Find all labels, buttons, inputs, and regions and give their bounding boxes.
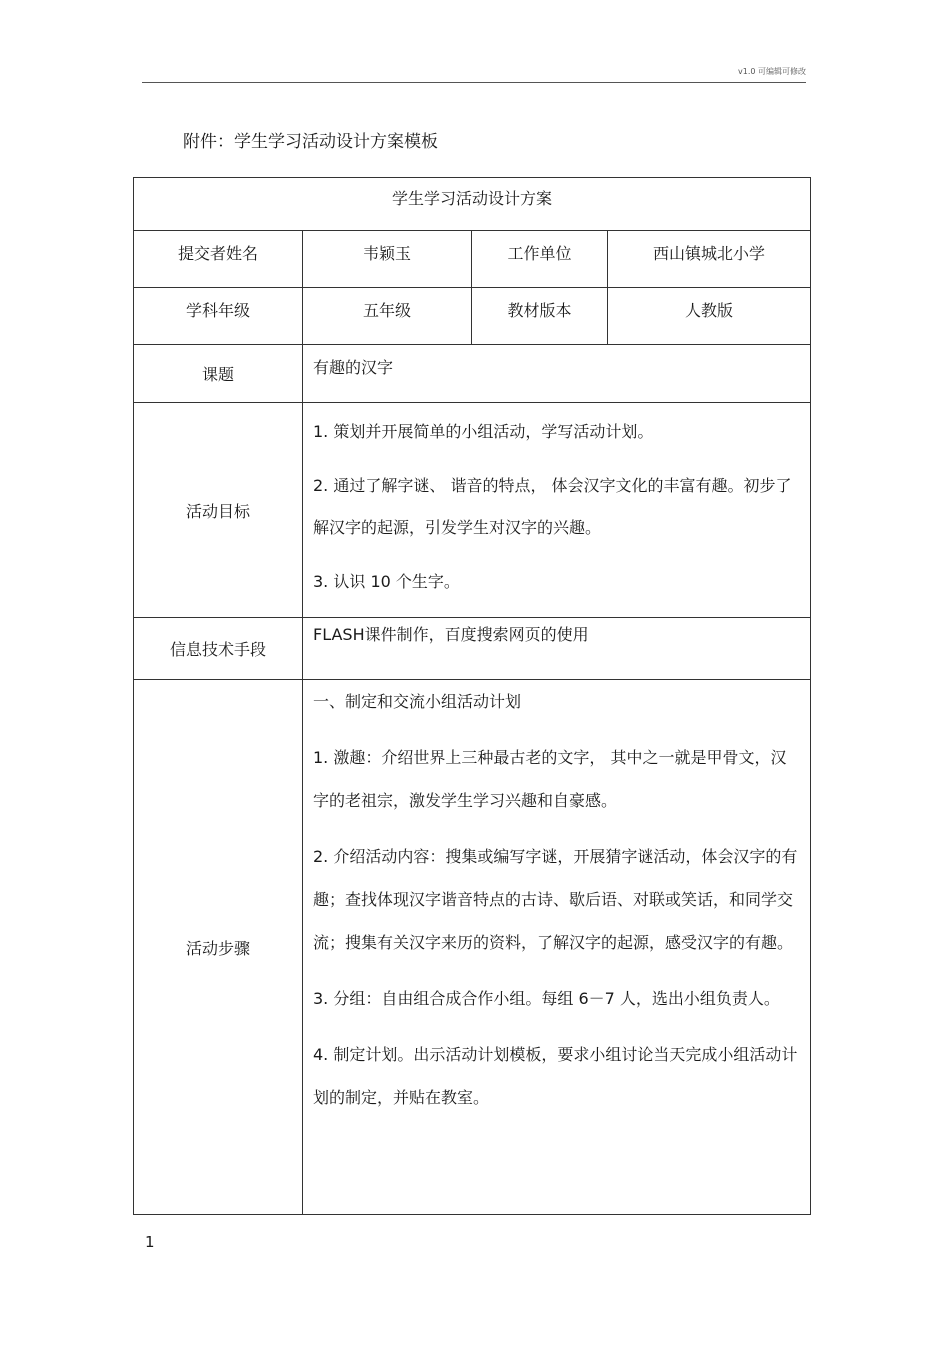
step-item: 1. 激趣：介绍世界上三种最古老的文字， 其中之一就是甲骨文，汉字的老祖宗，激发学生学习兴趣和自豪感。 xyxy=(313,748,787,810)
goals-content xyxy=(303,403,811,618)
tech-value: FLASH课件制作，百度搜索网页的使用 xyxy=(303,618,811,680)
subject-grade-label: 学科年级 xyxy=(134,288,303,345)
work-unit-value: 西山镇城北小学 xyxy=(608,231,811,288)
steps-row xyxy=(134,680,811,1215)
step-item: 4. 制定计划。出示活动计划模板，要求小组讨论当天完成小组活动计划的制定，并贴在教室。 xyxy=(313,1045,798,1107)
header-version-note: v1.0 可编辑可修改 xyxy=(738,67,806,76)
topic-value: 有趣的汉字 xyxy=(303,345,811,403)
textbook-label: 教材版本 xyxy=(472,288,608,345)
step-item: 一、制定和交流小组活动计划 xyxy=(313,692,522,711)
submitter-value: 韦颖玉 xyxy=(303,231,472,288)
page-number: 1 xyxy=(145,1233,155,1251)
table-title-row xyxy=(134,178,811,231)
steps-content xyxy=(303,680,811,1215)
tech-row xyxy=(134,618,811,680)
goals-row xyxy=(134,403,811,618)
document-title: 附件：学生学习活动设计方案模板 xyxy=(183,132,438,152)
step-item: 3. 分组：自由组合成合作小组。每组 6－7 人，选出小组负责人。 xyxy=(313,989,780,1008)
goal-item: 3. 认识 10 个生字。 xyxy=(313,572,460,591)
table-title: 学生学习活动设计方案 xyxy=(134,178,811,231)
subject-row xyxy=(134,288,811,345)
submitter-label: 提交者姓名 xyxy=(134,231,303,288)
step-item: 2. 介绍活动内容：搜集或编写字谜，开展猜字谜活动，体会汉字的有趣；查找体现汉字谐音特点的古诗、歇后语、对联或笑话，和同学交流；搜集有关汉字来历的资料，了解汉字的起源，感受汉字的有趣。 xyxy=(313,847,798,952)
steps-label: 活动步骤 xyxy=(134,680,303,1215)
topic-label: 课题 xyxy=(134,345,303,403)
textbook-value: 人教版 xyxy=(608,288,811,345)
subject-grade-value: 五年级 xyxy=(303,288,472,345)
goal-item: 2. 通过了解字谜、 谐音的特点， 体会汉字文化的丰富有趣。初步了解汉字的起源，引发学生对汉字的兴趣。 xyxy=(313,476,792,537)
submitter-row xyxy=(134,231,811,288)
goals-label: 活动目标 xyxy=(134,403,303,618)
activity-plan-table xyxy=(133,177,811,1215)
topic-row xyxy=(134,345,811,403)
tech-label: 信息技术手段 xyxy=(134,618,303,680)
header-rule xyxy=(142,82,806,83)
goal-item: 1. 策划并开展简单的小组活动，学写活动计划。 xyxy=(313,422,654,441)
work-unit-label: 工作单位 xyxy=(472,231,608,288)
